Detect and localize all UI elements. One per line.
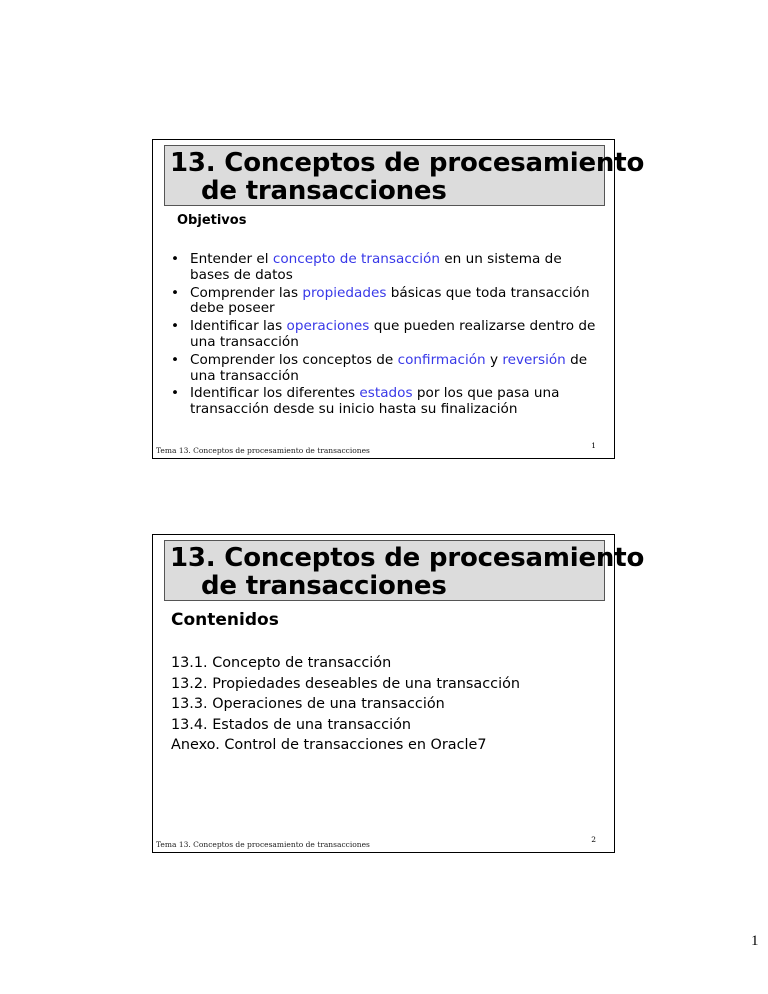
bullet-icon: • — [171, 251, 180, 267]
list-item — [171, 386, 600, 418]
slide-subtitle: Objetivos — [177, 213, 247, 228]
slide-title-box — [164, 145, 645, 206]
slide-title-line2: de transacciones — [201, 571, 447, 601]
bullet-icon: • — [171, 351, 180, 368]
slide-title-line1: 13. Conceptos de procesamiento — [170, 543, 645, 573]
objectives-list — [171, 252, 600, 420]
bullet-icon: • — [171, 318, 180, 335]
text: Identificar las — [190, 318, 287, 335]
bullet-icon: • — [171, 385, 180, 402]
page-number: 1 — [751, 933, 759, 949]
bullet-icon: • — [171, 284, 180, 301]
text: de una transacción — [190, 351, 588, 384]
text: Identificar los diferentes — [190, 385, 360, 402]
slide-number: 2 — [591, 835, 596, 844]
text: que pueden realizarse dentro de una transacción — [190, 318, 596, 350]
slide-number: 1 — [591, 441, 596, 450]
slide-2 — [152, 534, 645, 853]
list-item — [171, 353, 600, 385]
slide-1 — [152, 139, 645, 459]
list-item: 13.2. Propiedades deseables de una transacción — [171, 675, 520, 692]
slide-title-line2: de transacciones — [201, 176, 447, 206]
list-item — [171, 319, 600, 351]
slide-footer: Tema 13. Conceptos de procesamiento de transacciones — [156, 840, 370, 849]
list-item — [171, 252, 600, 284]
slide-title-box — [164, 540, 645, 601]
text: básicas que toda transacción debe poseer — [190, 284, 590, 317]
highlight: reversión — [502, 351, 566, 368]
highlight: propiedades — [302, 284, 387, 301]
slide-subtitle: Contenidos — [171, 610, 279, 630]
list-item: 13.4. Estados de una transacción — [171, 716, 412, 733]
highlight: concepto de transacción — [272, 251, 440, 267]
text: en un sistema de bases de datos — [190, 251, 562, 283]
list-item — [171, 286, 600, 318]
text: Comprender los conceptos de — [190, 351, 398, 368]
text: Comprender las — [190, 284, 303, 301]
list-item: Anexo. Control de transacciones en Oracle7 — [171, 737, 487, 753]
text: por los que pasa una transacción desde su inicio hasta su finalización — [190, 385, 560, 418]
slide-title-line1: 13. Conceptos de procesamiento — [170, 148, 645, 178]
highlight: confirmación — [397, 351, 486, 368]
text: Entender el — [190, 251, 273, 267]
slide-footer: Tema 13. Conceptos de procesamiento de transacciones — [156, 446, 370, 455]
highlight: operaciones — [286, 318, 370, 335]
list-item: 13.3. Operaciones de una transacción — [171, 696, 445, 712]
highlight: estados — [359, 385, 413, 402]
contents-list — [171, 653, 520, 756]
list-item: 13.1. Concepto de transacción — [171, 655, 392, 671]
text: y — [485, 351, 503, 368]
